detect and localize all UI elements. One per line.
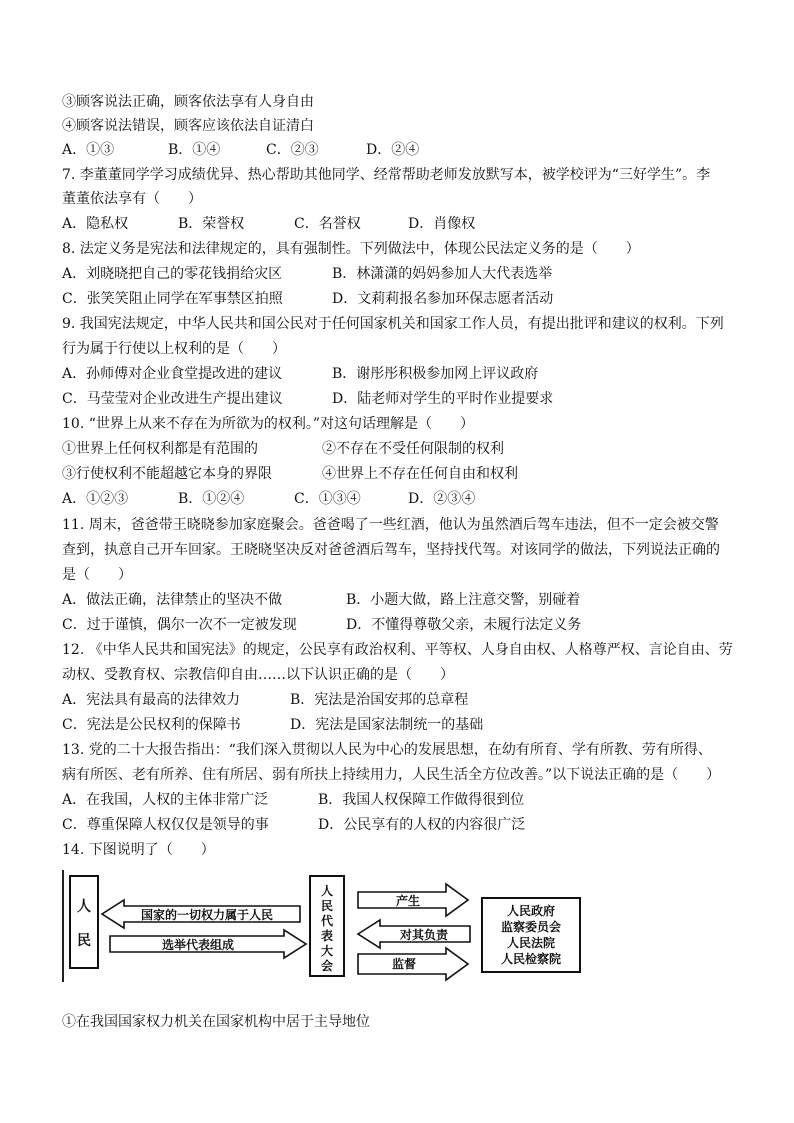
q10-option-d: D．②③④: [408, 491, 476, 507]
people-char-2: 民: [77, 933, 91, 949]
q6-option-d: D．②④: [366, 142, 420, 158]
q11-stem-3: 是（ ）: [62, 567, 132, 583]
q13-stem-1: 13. 党的二十大报告指出：“我们深入贯彻以人民为中心的发展思想，在幼有所育、学有所教、劳有所得、: [62, 742, 712, 758]
arrow-power-belongs-label: 国家的一切权力属于人民: [140, 908, 274, 922]
q8-stem: 8. 法定义务是宪法和法律规定的，具有强制性。下列做法中，体现公民法定义务的是（ ）: [62, 241, 640, 257]
q9-option-d: D．陆老师对学生的平时作业提要求: [332, 391, 554, 407]
q6-option-b: B．①④: [168, 142, 221, 158]
q10-option-c: C．①③④: [294, 491, 361, 507]
q8-option-b: B．林潇潇的妈妈参加人大代表选举: [332, 266, 553, 282]
organ-government: 人民政府: [506, 904, 556, 918]
congress-char-5: 大: [320, 944, 334, 958]
q10-option-b: B．①②④: [178, 491, 245, 507]
arrow-produce-label: 产生: [395, 894, 421, 908]
q9-option-a: A．孙师傅对企业食堂提改进的建议: [62, 366, 283, 382]
q13-option-c: C．尊重保障人权仅仅是领导的事: [62, 817, 269, 833]
congress-char-6: 会: [320, 959, 334, 973]
q10-stem: 10. “世界上从来不存在为所欲为的权利。”对这句话理解是（ ）: [62, 416, 475, 432]
q10-item-2: ②不存在不受任何限制的权利: [322, 441, 504, 457]
organ-procuratorate: 人民检察院: [500, 952, 562, 966]
q6-option-a: A．①③: [62, 142, 115, 158]
q9-stem-1: 9. 我国宪法规定，中华人民共和国公民对于任何国家机关和国家工作人员，有提出批评和建议的权利。下列: [62, 316, 724, 332]
q6-option-c: C．②③: [266, 142, 319, 158]
q7-option-b: B．荣誉权: [178, 216, 245, 232]
q10-item-4: ④世界上不存在任何自由和权利: [322, 466, 518, 482]
people-box: [70, 876, 98, 968]
q11-option-b: B．小题大做，路上注意交警，别碰着: [346, 592, 581, 608]
q8-option-d: D．文莉莉报名参加环保志愿者活动: [332, 291, 554, 307]
q7-stem-1: 7. 李董董同学学习成绩优异、热心帮助其他同学、经常帮助老师发放默写本，被学校评为“三好学生”。李: [62, 167, 711, 183]
q11-option-c: C．过于谨慎，偶尔一次不一定被发现: [62, 617, 297, 633]
q12-option-b: B．宪法是治国安邦的总章程: [290, 692, 469, 708]
q6-item-3: ③顾客说法正确，顾客依法享有人身自由: [62, 94, 314, 110]
q12-option-d: D．宪法是国家法制统一的基础: [290, 717, 484, 733]
q11-option-d: D．不懂得尊敬父亲，未履行法定义务: [346, 617, 582, 633]
people-char-1: 人: [77, 899, 91, 915]
organ-supervisory-commission: 监察委员会: [500, 920, 562, 934]
q12-stem-1: 12. 《中华人民共和国宪法》的规定，公民享有政治权利、平等权、人身自由权、人格尊严权、言论自由、劳: [62, 642, 733, 658]
q13-stem-2: 病有所医、老有所养、住有所居、弱有所扶上持续用力，人民生活全方位改善。”以下说法正确的是（ ）: [62, 767, 721, 783]
q12-option-a: A．宪法具有最高的法律效力: [62, 692, 241, 708]
state-power-diagram: [62, 868, 586, 984]
congress-char-4: 表: [320, 929, 334, 943]
q9-stem-2: 行为属于行使以上权利的是（ ）: [62, 341, 286, 357]
arrow-elect-deputies-label: 选举代表组成: [161, 938, 235, 952]
q7-option-c: C．名誉权: [294, 216, 361, 232]
arrow-responsible-label: 对其负责: [399, 928, 449, 942]
q13-option-b: B．我国人权保障工作做得很到位: [318, 792, 525, 808]
q12-option-c: C．宪法是公民权利的保障书: [62, 717, 241, 733]
q8-option-c: C．张笑笑阻止同学在军事禁区拍照: [62, 291, 283, 307]
q11-option-a: A．做法正确，法律禁止的坚决不做: [62, 592, 283, 608]
q13-option-a: A．在我国，人权的主体非常广泛: [62, 792, 269, 808]
q10-option-a: A．①②③: [62, 491, 129, 507]
arrow-supervise-label: 监督: [391, 957, 417, 971]
q11-stem-2: 查到，执意自己开车回家。王晓晓坚决反对爸爸酒后驾车，坚持找代驾。对该同学的做法，下列说法正确的: [62, 542, 720, 558]
q6-item-4: ④顾客说法错误，顾客应该依法自证清白: [62, 118, 314, 134]
congress-char-2: 民: [320, 899, 334, 913]
q14-stem: 14. 下图说明了（ ）: [62, 842, 215, 858]
q10-item-1: ①世界上任何权利都是有范围的: [62, 441, 258, 457]
q7-stem-2: 董董依法享有（ ）: [62, 191, 202, 207]
q9-option-b: B．谢彤彤积极参加网上评议政府: [332, 366, 539, 382]
q12-stem-2: 动权、受教育权、宗教信仰自由……以下认识正确的是（ ）: [62, 667, 454, 683]
q7-option-d: D．肖像权: [408, 216, 476, 232]
organ-court: 人民法院: [506, 936, 556, 950]
congress-char-3: 代: [320, 914, 334, 928]
q10-item-3: ③行使权利不能超越它本身的界限: [62, 466, 272, 482]
q7-option-a: A．隐私权: [62, 216, 129, 232]
q14-item-1: ①在我国国家权力机关在国家机构中居于主导地位: [62, 1014, 370, 1030]
q11-stem-1: 11. 周末，爸爸带王晓晓参加家庭聚会。爸爸喝了一些红酒，他认为虽然酒后驾车违法，但不一定会被交警: [62, 517, 719, 533]
q9-option-c: C．马莹莹对企业改进生产提出建议: [62, 391, 283, 407]
q13-option-d: D．公民享有的人权的内容很广泛: [318, 817, 526, 833]
congress-char-1: 人: [320, 884, 334, 898]
q8-option-a: A．刘晓晓把自己的零花钱捐给灾区: [62, 266, 283, 282]
